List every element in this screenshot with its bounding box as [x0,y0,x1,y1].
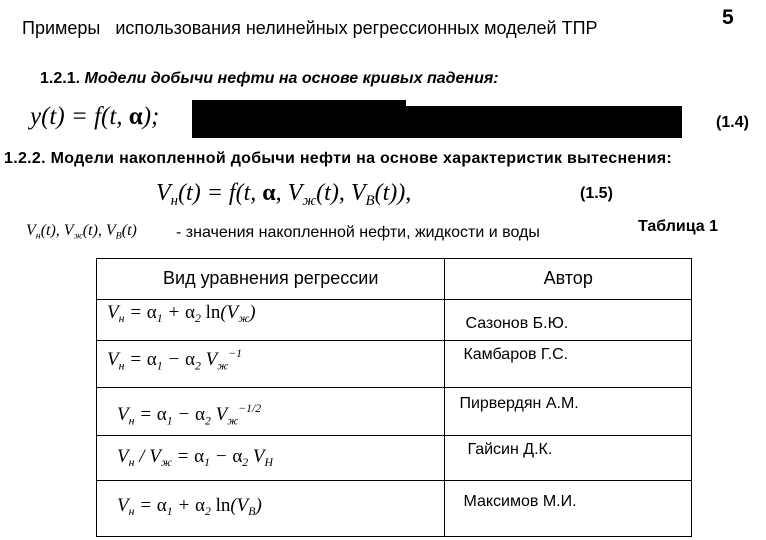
author-cell [445,341,692,388]
equation-formula: $V_н = \alpha_1 + \alpha_2$ $\ln(V_В)$ [117,495,262,519]
equation-cell [97,341,445,388]
table-row [97,341,692,388]
table-row [97,481,692,537]
equation-formula: $V_н = \alpha_1 - \alpha_2$ $V_ж^{-1}$ [107,347,242,373]
author-name: Гайсин Д.К. [467,441,553,458]
table-header-row [97,259,692,300]
formula-1-5: $V_н(t) = f(t$, α, $V_ж(t)$, $V_В(t)$), [156,180,412,210]
table-row [97,388,692,436]
equation-number-1-5: (1.5) [580,185,613,202]
page-number: 5 [722,6,734,29]
header-author [445,259,692,300]
slide-title: Примеры использования нелинейных регрессионных моделей ТПР [22,18,598,38]
redacted-bar-1 [192,100,406,138]
author-name: Пирвердян А.М. [459,395,579,412]
equation-formula: $V_н / V_ж = \alpha_1 - \alpha_2$ $V_Н$ [117,446,274,470]
equation-cell [97,300,445,341]
author-cell [445,481,692,537]
variables-list: $V_н(t)$, $V_ж(t)$, $V_В(t)$ [26,222,137,242]
author-name: Камбаров Г.С. [463,346,569,363]
table-row [97,300,692,341]
header-author-label: Автор [543,268,593,288]
section-1-number: 1.2.1. [40,70,81,87]
equation-formula: $V_н = \alpha_1 - \alpha_2$ $V_ж^{-1/2}$ [117,402,262,428]
table-caption: Таблица 1 [638,218,719,235]
header-equation-label: Вид уравнения регрессии [163,268,379,288]
equation-number-1-4: (1.4) [716,114,749,131]
equation-formula: $V_н = \alpha_1 + \alpha_2$ $\ln(V_ж)$ [107,302,256,326]
section-1-title: Модели добычи нефти на основе кривых падения: [84,70,499,87]
section-1-heading [40,70,499,88]
equation-cell [97,481,445,537]
author-name: Максимов М.И. [463,493,577,510]
header-equation [97,259,445,300]
section-2-heading: 1.2.2. Модели накопленной добычи нефти на основе характеристик вытеснения: [4,150,672,167]
equation-cell [97,388,445,436]
equation-cell [97,436,445,481]
author-name: Сазонов Б.Ю. [465,315,569,332]
author-cell [445,388,692,436]
redacted-bar-2 [390,106,682,138]
table-row [97,436,692,481]
author-cell [445,436,692,481]
variables-description: - значения накопленной нефти, жидкости и воды [176,224,540,241]
author-cell [445,300,692,341]
formula-1-4: y(t) = f(t, α); [30,103,160,130]
regression-table [96,258,692,537]
